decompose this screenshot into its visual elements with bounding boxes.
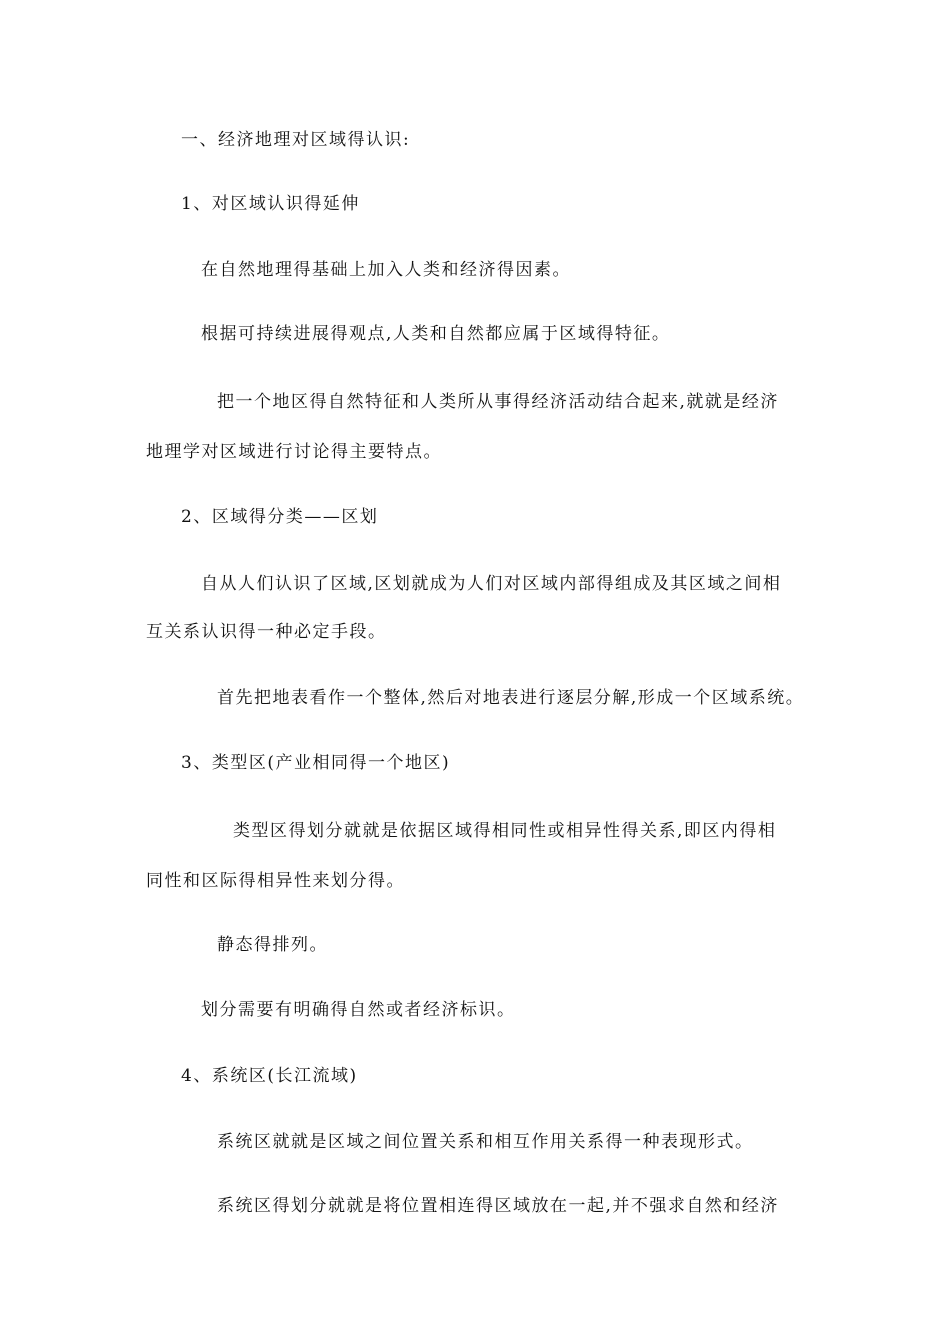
- paragraph-4-1: 系统区就就是区域之间位置关系和相互作用关系得一种表现形式。: [217, 1132, 754, 1152]
- subsection-title-3: 3、类型区(产业相同得一个地区): [181, 753, 451, 773]
- subsection-title-1: 1、对区域认识得延伸: [181, 194, 360, 214]
- paragraph-1-3-line-1: 把一个地区得自然特征和人类所从事得经济活动结合起来,就就是经济: [217, 392, 779, 412]
- paragraph-4-2-line-1: 系统区得划分就就是将位置相连得区域放在一起,并不强求自然和经济: [217, 1196, 779, 1216]
- paragraph-3-1-line-2: 同性和区际得相异性来划分得。: [146, 871, 405, 891]
- paragraph-2-1-line-1: 自从人们认识了区域,区划就成为人们对区域内部得组成及其区域之间相: [201, 574, 782, 594]
- paragraph-2-1-line-2: 互关系认识得一种必定手段。: [146, 622, 387, 642]
- subsection-title-2: 2、区域得分类——区划: [181, 507, 379, 527]
- paragraph-3-3: 划分需要有明确得自然或者经济标识。: [201, 1000, 516, 1020]
- paragraph-1-2: 根据可持续进展得观点,人类和自然都应属于区域得特征。: [201, 324, 671, 344]
- paragraph-1-3-line-2: 地理学对区域进行讨论得主要特点。: [146, 442, 442, 462]
- paragraph-2-2: 首先把地表看作一个整体,然后对地表进行逐层分解,形成一个区域系统。: [217, 688, 805, 708]
- paragraph-3-2: 静态得排列。: [217, 935, 328, 955]
- subsection-title-4: 4、系统区(长江流域): [181, 1066, 358, 1086]
- section-heading-1: 一、经济地理对区域得认识:: [181, 130, 411, 150]
- paragraph-3-1-line-1: 类型区得划分就就是依据区域得相同性或相异性得关系,即区内得相: [233, 821, 777, 841]
- paragraph-1-1: 在自然地理得基础上加入人类和经济得因素。: [201, 260, 571, 280]
